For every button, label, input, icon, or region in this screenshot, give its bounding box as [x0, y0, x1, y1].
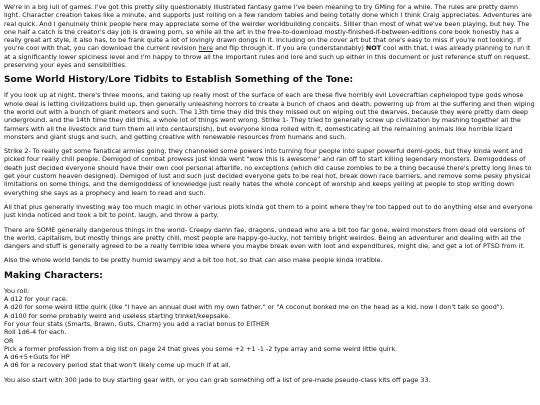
starting-gear-paragraph: You also start with 300 jade to buy starting gear with, or you can grab something off a list of pre-made pseudo-class kits off page 33. [4, 375, 431, 384]
not-emphasis: NOT [365, 44, 382, 53]
intro-text-3: cool with that, I was already planning to run it at a significantly lower spiciness level and I'm happy to throw all the important rules and lore and such up either in this document or just reference stuff on request, preserving your eyes and sensibilities. [4, 44, 531, 70]
characters-heading: Making Characters: [4, 270, 103, 281]
list-item: Pick a former profession from a big list on page 24 that gives you some +2 +1 -1 -2 type array and some weird little quirk. [4, 344, 398, 353]
roll-list [4, 287, 535, 370]
roll-intro: You roll: [4, 286, 30, 295]
list-item: A d100 for some probably weird and useless starting trinket/keepsake. [4, 311, 231, 320]
lore-paragraph-2: Strike 2- To really get some fanatical armies going, they channeled some powers into turning four people into super powerful demi-gods, but they kinda went and picked four really chill people. Demigod of combat prowess just kinda went "wow this is awesome" and ran off to start killing legendary monsters. Demigoddess of death just decided everyone should have their own cool personal afterlife, no exceptions (which did cause zombies to be a thing because there's pretty long lines to get your custom heaven designed). Demigod of lust and such just decided everyone gets to be real hot, break down race barriers, and remove some pesky physical limitations on some things, and the demigoddess of knowledge just really hates the whole concept of worship and keeps yelling at people to stop writing down everything she says as a prophecy and learn to read and such. [4, 147, 532, 197]
list-item: A d6+5+Guts for HP [4, 353, 70, 362]
list-item: A d12 for your race. [4, 295, 68, 304]
download-link[interactable]: here [198, 44, 214, 53]
intro-text-2: and flip through it. If you are (understandably) [213, 44, 366, 53]
list-item: Roll 1d6-4 for each. [4, 328, 67, 337]
list-item: For your four stats (Smarts, Brawn, Guts, Charm) you add a racial bonus to EITHER [4, 319, 270, 328]
intro-paragraph [4, 3, 535, 69]
lore-heading: Some World History/Lore Tidbits to Establish Something of the Tone: [4, 75, 354, 86]
list-item: A d20 for some weird little quirk (like "I have an annual duel with my own father," or "A coconut bonked me on the head as a kid, now I don't talk so good"). [4, 303, 505, 312]
lore-paragraph-1: If you look up at night, there's three moons, and taking up really most of the surface of each are these five horribly evil Lovecraftian cephelopod type gods whose whole deal is letting civilizations build up, then generally unleashing horrors to create a bunch of chaos and death, powering up from al the suffering and then wiping the world out with a bunch of giant meteors and such. The 13th time they did this they missed out on wiping out the dwarves, because they were pretty darn deep underground, and the 14th time they did this, a whole lot of things went wrong. Strike 1- They tried to generally screw up civilization by mashing together all the farmers with all the livestock and turn them all into centaurs(ish), but everyone kinda rolled with it, domesticating all the remaining animals like horrible lizard monsters and giant slugs and such, and getting creative with renewable resources from humans and such. [4, 91, 535, 141]
lore-paragraph-3: All that plus generally investing way too much magic in other various plots kinda got them to a point where they're too tapped out to do anything else and everyone just kinda noticed and took a bit to point, laugh, and throw a party. [4, 202, 533, 220]
intro-text: We're in a big lull of games. I've got this pretty silly questionably illustrated fantasy game I've been meaning to try GMing for a while. The rules are pretty damn light. Character creation takes like a minute, and supports just rolling on a few random tables and being totally done which I think Craig appreciates. Adventures are real quick. And I genuinely think people here may appreciate some of the weirder worldbuilding conceits. Sillier than most of what we've been playing, but hey. The one half a catch is the creator's day job is drawing porn, so while all the art in the free-to-download mostly-finished-if-between-editions core book honestly has a really great art style, it also has, to be frank quite a lot of lovingly drawn dongs in it. Including on the cover art but that one's easy to miss if you're not looking. If you're cool with that, you can download the current revision [4, 3, 532, 53]
lore-paragraph-4: There are SOME generally dangerous things in the world- Creepy damn fae, dragons, undead who are a bit too far gone, weird monsters from dead old versions of the world, capitalism, but mostly things are pretty chill, most people are happy-go-lucky, not terribly bright weirdos. Being an adventurer and dealing with all the dangers and stuff is generally agreed to be a really terrible idea where you maybe break even with loot and expenditures, might die, and get a lot of PTSD from it. [4, 225, 526, 251]
list-item: A d6 for a recovery period stat that won't likely come up much if at all. [4, 361, 231, 370]
lore-paragraph-5: Also the whole world tends to be pretty humid swampy and a bit too hot, so that can also make people kinda irratible. [4, 256, 383, 265]
list-item: OR [4, 336, 14, 345]
